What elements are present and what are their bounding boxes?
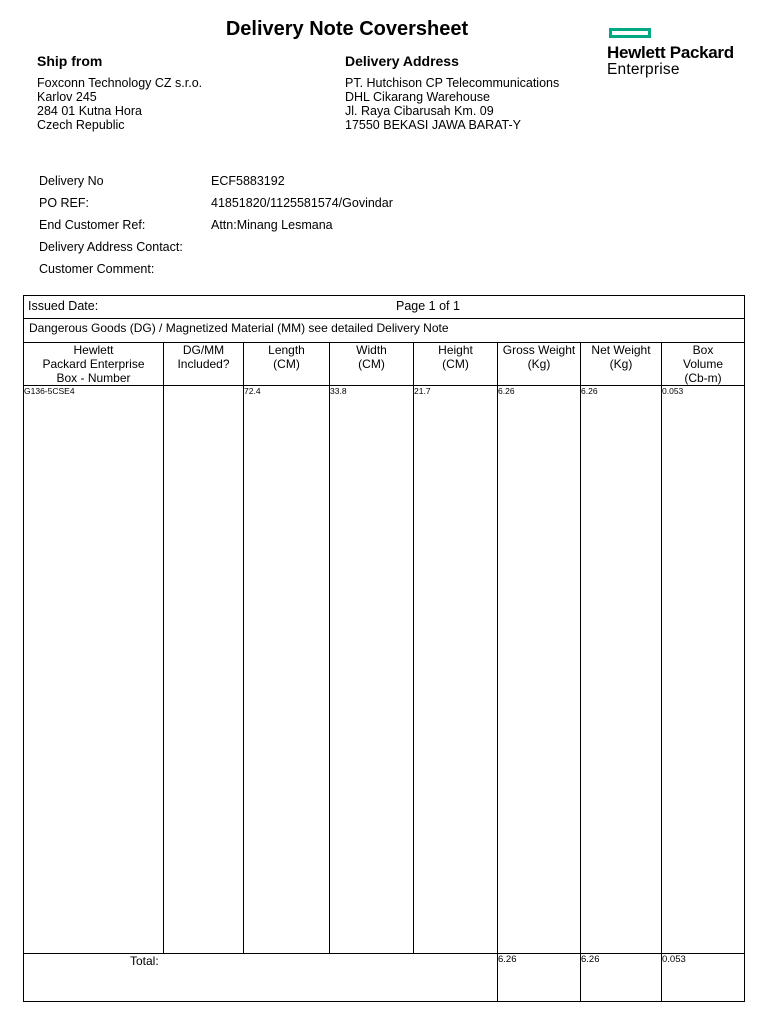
cell-box-volume: 0.053: [662, 386, 745, 954]
ship-from-heading: Ship from: [37, 53, 103, 69]
total-row: [24, 954, 745, 1002]
header-line: (Cb-m): [684, 371, 722, 385]
header-line: (Kg): [527, 357, 551, 371]
header-line: Packard Enterprise: [42, 357, 145, 371]
dg-note-row: [24, 319, 745, 343]
logo-text-line2: Enterprise: [607, 61, 680, 78]
issued-cell: [24, 296, 745, 319]
total-gross-weight: 6.26: [498, 954, 581, 1002]
header-line: (CM): [273, 357, 300, 371]
hpe-logo-mark: [609, 28, 651, 38]
header-box-number: [24, 343, 164, 386]
header-line: Included?: [177, 357, 230, 371]
cell-gross-weight: 6.26: [498, 386, 581, 954]
cell-width: 33.8: [330, 386, 414, 954]
field-label-delivery-contact: Delivery Address Contact:: [39, 240, 183, 254]
total-label: Total:: [24, 954, 498, 1002]
delivery-address: [345, 76, 559, 132]
header-dg-mm: [164, 343, 244, 386]
field-label-customer-comment: Customer Comment:: [39, 262, 155, 276]
header-line: Height: [438, 343, 473, 357]
header-line: Volume: [682, 357, 724, 371]
header-line: Net Weight: [591, 343, 651, 357]
cell-length: 72.4: [244, 386, 330, 954]
ship-from-line: 284 01 Kutna Hora: [37, 104, 142, 118]
header-box-volume: [662, 343, 745, 386]
header-line: (Kg): [609, 357, 633, 371]
total-box-volume: 0.053: [662, 954, 745, 1002]
field-value-po-ref: 41851820/1125581574/Govindar: [211, 196, 393, 210]
ship-from-address: [37, 76, 202, 132]
header-line: Box - Number: [56, 371, 131, 385]
cell-dg-mm: [164, 386, 244, 954]
header-line: Length: [268, 343, 305, 357]
header-line: (CM): [442, 357, 469, 371]
ship-from-line: Foxconn Technology CZ s.r.o.: [37, 76, 203, 90]
header-width: [330, 343, 414, 386]
field-label-delivery-no: Delivery No: [39, 174, 104, 188]
page-number: Page 1 of 1: [396, 299, 460, 313]
table-row: [24, 386, 745, 954]
cell-height: 21.7: [414, 386, 498, 954]
logo-text-line1: Hewlett Packard: [607, 43, 734, 62]
cell-box-number: G136-5CSE4: [24, 386, 164, 954]
field-value-delivery-no: ECF5883192: [211, 174, 285, 188]
total-net-weight: 6.26: [581, 954, 662, 1002]
page-title: Delivery Note Coversheet: [225, 18, 469, 40]
header-height: [414, 343, 498, 386]
ship-from-line: Czech Republic: [37, 118, 125, 132]
delivery-address-line: 17550 BEKASI JAWA BARAT-Y: [345, 118, 522, 132]
issued-row: [24, 296, 745, 319]
header-line: Hewlett: [73, 343, 114, 357]
cell-net-weight: 6.26: [581, 386, 662, 954]
delivery-address-line: PT. Hutchison CP Telecommunications: [345, 76, 560, 90]
ship-from-line: Karlov 245: [37, 90, 97, 104]
table-header-row: [24, 343, 745, 386]
header-length: [244, 343, 330, 386]
field-label-end-customer-ref: End Customer Ref:: [39, 218, 146, 232]
issued-date-label: Issued Date:: [28, 299, 99, 313]
delivery-address-line: DHL Cikarang Warehouse: [345, 90, 490, 104]
header-line: Gross Weight: [502, 343, 576, 357]
header-line: Box: [692, 343, 714, 357]
dg-note: Dangerous Goods (DG) / Magnetized Material (MM) see detailed Delivery Note: [24, 319, 745, 343]
header-line: DG/MM: [182, 343, 225, 357]
box-table: [23, 295, 745, 1002]
field-label-po-ref: PO REF:: [39, 196, 90, 210]
header-gross-weight: [498, 343, 581, 386]
delivery-address-heading: Delivery Address: [345, 53, 459, 69]
delivery-address-line: Jl. Raya Cibarusah Km. 09: [345, 104, 494, 118]
header-line: (CM): [358, 357, 385, 371]
field-value-end-customer-ref: Attn:Minang Lesmana: [211, 218, 333, 232]
header-line: Width: [356, 343, 387, 357]
header-net-weight: [581, 343, 662, 386]
